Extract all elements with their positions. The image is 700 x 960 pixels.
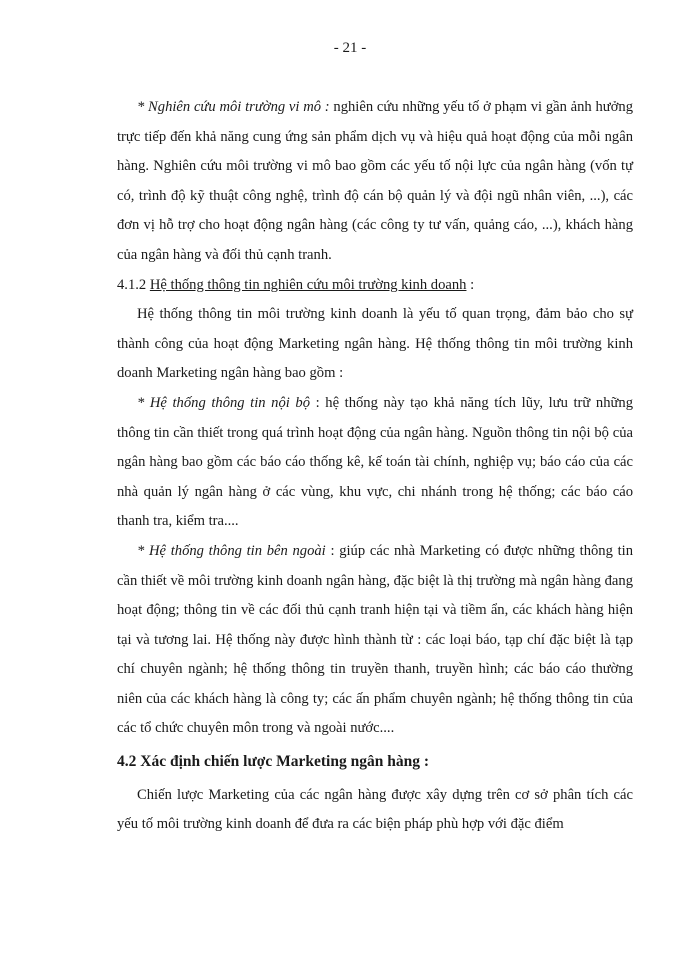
external-info-text: : giúp các nhà Marketing có được những thông tin cần thiết về môi trường kinh doanh ngân hàng, đặc biệt là thị trường mà ngân hàng đang hoạt động; thông tin về các đối thủ cạnh tranh hiện tại và tiềm ẩn, các khách hàng hiện tại và tương lai. Hệ thống này được hình thành từ : các loại báo, tạp chí đặc biệt là tạp chí chuyên ngành; hệ thống thông tin truyền thanh, truyền hình; các báo cáo thường niên của các khách hàng là công ty; các ấn phẩm chuyên ngành; hệ thống thông tin của các tổ chức chuyên môn trong và ngoài nước....	[117, 542, 633, 737]
external-info-label: * Hệ thống thông tin bên ngoài	[137, 542, 326, 559]
micro-environment-label: * Nghiên cứu môi trường vi mô :	[137, 99, 330, 115]
paragraph-internal-info	[117, 389, 633, 537]
micro-environment-text: nghiên cứu những yếu tố ở phạm vi gần ảnh hưởng trực tiếp đến khả năng cung ứng sản phẩm dịch vụ và hiệu quả hoạt động của mỗi ngân hàng. Nghiên cứu môi trường vi mô bao gồm các yếu tố nội lực của ngân hàng (vốn tự có, trình độ kỹ thuật công nghệ, trình độ cán bộ quản lý và đội ngũ nhân viên, ...), các đơn vị hỗ trợ cho hoạt động ngân hàng (các công ty tư vấn, quảng cáo, ...), khách hàng của ngân hàng và đối thủ cạnh tranh.	[117, 99, 634, 263]
section-4-1-2-heading	[117, 271, 633, 301]
section-4-1-2-suffix: :	[466, 276, 475, 293]
paragraph-external-info	[117, 537, 633, 744]
paragraph-info-system: Hệ thống thông tin môi trường kinh doanh là yếu tố quan trọng, đảm bảo cho sự thành công của hoạt động Marketing ngân hàng. Hệ thống thông tin môi trường kinh doanh Marketing ngân hàng bao gồm :	[117, 306, 633, 382]
internal-info-label: * Hệ thống thông tin nội bộ	[137, 394, 311, 411]
page-number: - 21 -	[333, 40, 367, 56]
section-4-1-2-title: Hệ thống thông tin nghiên cứu môi trường kinh doanh	[149, 276, 467, 293]
section-4-1-2-number: 4.1.2	[117, 276, 150, 293]
section-4-2-heading: 4.2 Xác định chiến lược Marketing ngân hàng :	[117, 753, 429, 771]
paragraph-marketing-strategy: Chiến lược Marketing của các ngân hàng được xây dựng trên cơ sở phân tích các yếu tố môi trường kinh doanh để đưa ra các biện pháp phù hợp với đặc điểm	[117, 786, 633, 833]
page-body	[117, 93, 633, 840]
paragraph-micro-environment	[117, 93, 633, 271]
internal-info-text: : hệ thống này tạo khả năng tích lũy, lưu trữ những thông tin cần thiết trong quá trình hoạt động của ngân hàng. Nguồn thông tin nội bộ của ngân hàng bao gồm các báo cáo thống kê, kế toán tài chính, nghiệp vụ; báo cáo của các nhà quản lý ngân hàng ở các vùng, khu vực, chi nhánh trong hệ thống; các báo cáo thanh tra, kiểm tra....	[117, 394, 634, 530]
